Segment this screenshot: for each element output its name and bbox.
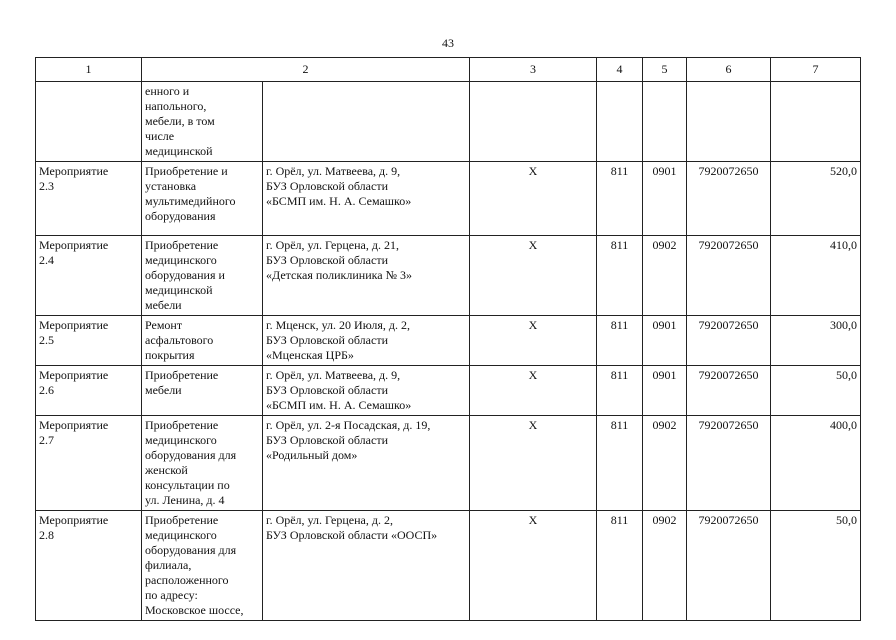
header-col-4: 4 — [597, 58, 643, 82]
header-col-6: 6 — [687, 58, 771, 82]
col4-cell-text: 811 — [610, 238, 629, 252]
col5-cell-text: 0902 — [652, 238, 677, 252]
col4-cell — [597, 162, 643, 236]
measure-id-cell — [36, 416, 142, 511]
table-row — [36, 316, 861, 366]
measure-id-cell-text: Мероприятие 2.3 — [39, 164, 109, 193]
col3-cell — [470, 236, 597, 316]
measure-description-cell-text: Приобретение и установка мультимедийного оборудования — [145, 164, 236, 223]
amount-cell-text: 520,0 — [830, 164, 857, 178]
header-row — [36, 58, 861, 82]
measure-id-cell-text: Мероприятие 2.5 — [39, 318, 109, 347]
measure-address-cell-text: г. Орёл, ул. Герцена, д. 2, БУЗ Орловской области «ООСП» — [266, 513, 438, 542]
measure-description-cell — [142, 82, 263, 162]
col6-cell-text: 7920072650 — [698, 318, 759, 332]
measure-id-cell — [36, 82, 142, 162]
col5-cell — [643, 82, 687, 162]
measure-description-cell-text: Приобретение медицинского оборудования и медицинской мебели — [145, 238, 225, 312]
measure-id-cell-text: Мероприятие 2.4 — [39, 238, 109, 267]
amount-cell — [771, 82, 861, 162]
col5-cell-text: 0901 — [652, 318, 677, 332]
col5-cell-text: 0902 — [652, 513, 677, 527]
col6-cell-text: 7920072650 — [698, 238, 759, 252]
col4-cell-text: 811 — [610, 513, 629, 527]
col6-cell — [687, 236, 771, 316]
col3-cell — [470, 416, 597, 511]
measure-description-cell — [142, 511, 263, 621]
measure-id-cell — [36, 316, 142, 366]
header-col-7: 7 — [771, 58, 861, 82]
col4-cell — [597, 416, 643, 511]
amount-cell-text: 400,0 — [830, 418, 857, 432]
amount-cell — [771, 316, 861, 366]
amount-cell-text: 50,0 — [836, 513, 857, 527]
measure-description-cell — [142, 316, 263, 366]
col3-cell-text: Х — [528, 513, 538, 527]
measure-address-cell — [263, 416, 470, 511]
measure-address-cell — [263, 162, 470, 236]
table-row — [36, 236, 861, 316]
measure-description-cell — [142, 162, 263, 236]
amount-cell-text: 410,0 — [830, 238, 857, 252]
header-col-5: 5 — [643, 58, 687, 82]
col6-cell-text: 7920072650 — [698, 418, 759, 432]
measure-description-cell — [142, 236, 263, 316]
amount-cell-text: 300,0 — [830, 318, 857, 332]
measure-address-cell-text: г. Орёл, ул. Герцена, д. 21, БУЗ Орловской области «Детская поликлиника № 3» — [266, 238, 413, 282]
col3-cell — [470, 82, 597, 162]
measure-id-cell-text: Мероприятие 2.8 — [39, 513, 109, 542]
amount-cell — [771, 416, 861, 511]
col6-cell — [687, 316, 771, 366]
table-row — [36, 162, 861, 236]
measure-address-cell — [263, 511, 470, 621]
measure-id-cell-text: Мероприятие 2.7 — [39, 418, 109, 447]
table-row — [36, 82, 861, 162]
col6-cell — [687, 162, 771, 236]
header-col-2: 2 — [142, 58, 470, 82]
col3-cell — [470, 511, 597, 621]
measure-description-cell-text: Приобретение медицинского оборудования для филиала, расположенного по адресу: Московское шоссе, — [145, 513, 244, 617]
col6-cell — [687, 82, 771, 162]
header-col-1: 1 — [36, 58, 142, 82]
measure-address-cell-text: г. Орёл, ул. Матвеева, д. 9, БУЗ Орловской области «БСМП им. Н. А. Семашко» — [266, 164, 412, 208]
col4-cell-text: 811 — [610, 418, 629, 432]
col3-cell — [470, 162, 597, 236]
table-row — [36, 511, 861, 621]
col3-cell-text: Х — [528, 318, 538, 332]
col6-cell-text: 7920072650 — [698, 368, 759, 382]
measure-address-cell-text: г. Орёл, ул. Матвеева, д. 9, БУЗ Орловской области «БСМП им. Н. А. Семашко» — [266, 368, 412, 412]
amount-cell — [771, 366, 861, 416]
measure-description-cell-text: Приобретение мебели — [145, 368, 219, 397]
table-row — [36, 366, 861, 416]
page-number: 43 — [442, 36, 454, 50]
measure-description-cell-text: Приобретение медицинского оборудования для женской консультации по ул. Ленина, д. 4 — [145, 418, 237, 507]
col5-cell-text: 0902 — [652, 418, 677, 432]
measure-address-cell-text: г. Мценск, ул. 20 Июля, д. 2, БУЗ Орловской области «Мценская ЦРБ» — [266, 318, 410, 362]
col6-cell — [687, 416, 771, 511]
col5-cell — [643, 236, 687, 316]
col5-cell — [643, 316, 687, 366]
col6-cell-text: 7920072650 — [698, 164, 759, 178]
col6-cell — [687, 366, 771, 416]
col4-cell — [597, 236, 643, 316]
measure-description-cell-text: енного и напольного, мебели, в том числе медицинской — [145, 84, 215, 158]
col4-cell-text: 811 — [610, 318, 629, 332]
col3-cell-text: Х — [528, 164, 538, 178]
col3-cell-text: Х — [528, 238, 538, 252]
col3-cell-text: Х — [528, 368, 538, 382]
col4-cell — [597, 366, 643, 416]
amount-cell — [771, 511, 861, 621]
amount-cell — [771, 236, 861, 316]
col5-cell — [643, 416, 687, 511]
measure-id-cell — [36, 236, 142, 316]
col5-cell-text: 0901 — [652, 164, 677, 178]
measure-address-cell — [263, 236, 470, 316]
col6-cell-text: 7920072650 — [698, 513, 759, 527]
col5-cell — [643, 366, 687, 416]
col3-cell — [470, 366, 597, 416]
measure-description-cell — [142, 416, 263, 511]
col3-cell-text: Х — [528, 418, 538, 432]
measure-id-cell-text: Мероприятие 2.6 — [39, 368, 109, 397]
measure-id-cell — [36, 366, 142, 416]
col3-cell — [470, 316, 597, 366]
measure-description-cell-text: Ремонт асфальтового покрытия — [145, 318, 214, 362]
header-col-3: 3 — [470, 58, 597, 82]
col6-cell — [687, 511, 771, 621]
col4-cell — [597, 82, 643, 162]
measure-description-cell — [142, 366, 263, 416]
measure-address-cell — [263, 82, 470, 162]
measure-address-cell-text: г. Орёл, ул. 2-я Посадская, д. 19, БУЗ Орловской области «Родильный дом» — [266, 418, 431, 462]
measure-id-cell — [36, 162, 142, 236]
col5-cell — [643, 162, 687, 236]
col5-cell-text: 0901 — [652, 368, 677, 382]
measure-address-cell — [263, 316, 470, 366]
col4-cell-text: 811 — [610, 164, 629, 178]
col4-cell — [597, 316, 643, 366]
col5-cell — [643, 511, 687, 621]
amount-cell-text: 50,0 — [836, 368, 857, 382]
amount-cell — [771, 162, 861, 236]
table-row — [36, 416, 861, 511]
measure-address-cell — [263, 366, 470, 416]
col4-cell-text: 811 — [610, 368, 629, 382]
measure-id-cell — [36, 511, 142, 621]
measures-table — [35, 57, 861, 621]
col4-cell — [597, 511, 643, 621]
